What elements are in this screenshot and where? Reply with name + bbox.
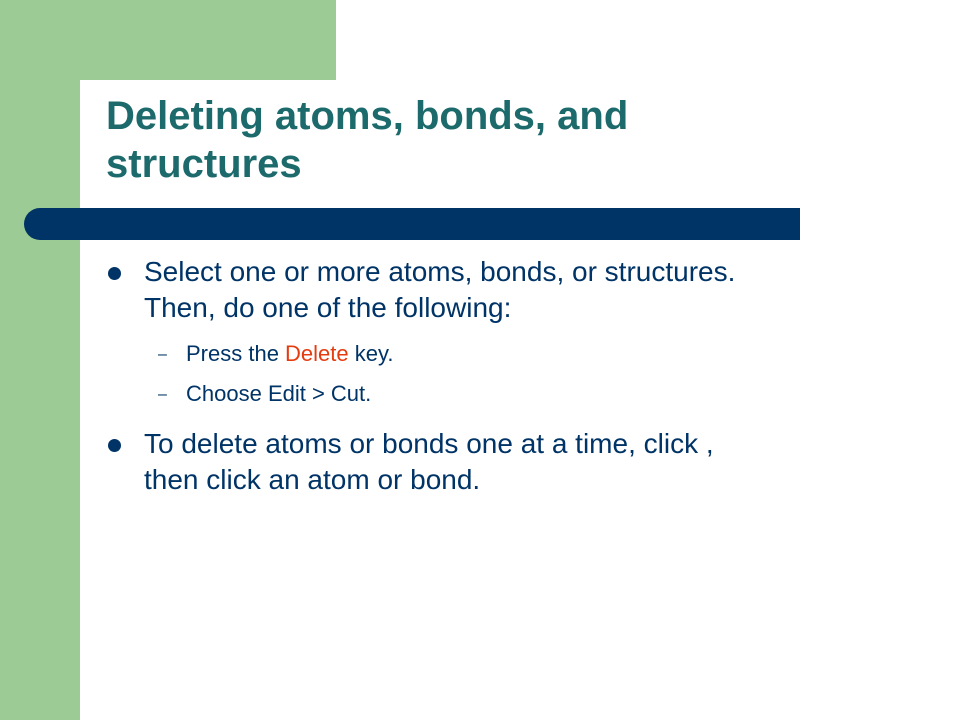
sub-item-delete-key <box>106 340 926 368</box>
slide-title-line-1: Deleting atoms, bonds, and <box>106 94 629 138</box>
bullet-dot-icon <box>108 439 121 452</box>
bullet-item-delete-one-at-a-time <box>106 426 926 498</box>
top-green-band <box>80 0 336 80</box>
slide-content <box>106 254 926 498</box>
delete-key-highlight: Delete <box>285 341 349 366</box>
slide-title <box>106 92 806 188</box>
bullet-text-line-2: then click an atom or bond. <box>144 464 481 495</box>
left-green-band <box>0 0 80 720</box>
bullet-text-line-1: Select one or more atoms, bonds, or structures. <box>144 256 736 287</box>
title-divider-bar <box>24 208 800 240</box>
sub-item-text-after: key. <box>348 341 394 366</box>
dash-icon: – <box>158 386 167 403</box>
bullet-dot-icon <box>108 267 121 280</box>
bullet-text-line-1: To delete atoms or bonds one at a time, click , <box>144 428 714 459</box>
bullet-item-select <box>106 254 926 326</box>
slide-title-line-2: structures <box>106 142 302 186</box>
sub-item-cut <box>106 380 926 408</box>
dash-icon: – <box>158 346 167 363</box>
sub-item-text: Choose Edit > Cut. <box>186 381 372 406</box>
sub-item-text-before: Press the <box>186 341 286 366</box>
bullet-text-line-2: Then, do one of the following: <box>144 292 512 323</box>
